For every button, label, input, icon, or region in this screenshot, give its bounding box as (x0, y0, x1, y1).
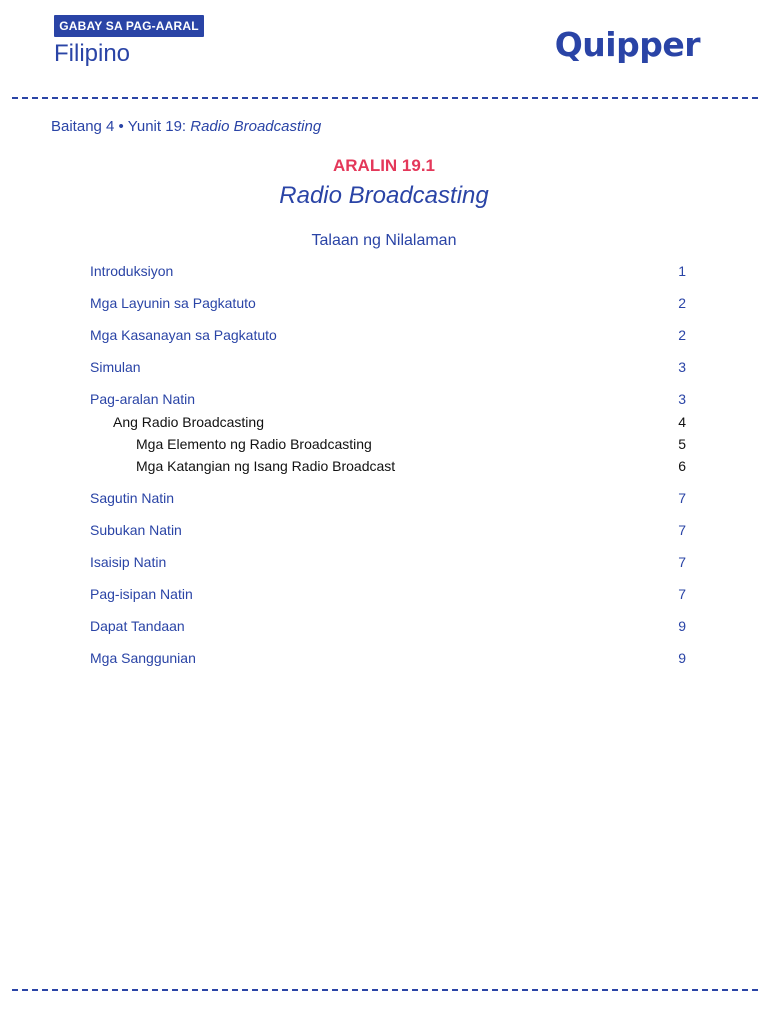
toc-item-label: Ang Radio Broadcasting (113, 414, 264, 430)
toc-item-label: Mga Katangian ng Isang Radio Broadcast (136, 458, 396, 474)
toc-item-mga-katangian[interactable] (90, 457, 686, 475)
toc-item-page: 9 (678, 650, 686, 666)
toc-item-introduksiyon[interactable] (90, 262, 686, 280)
toc-item-mga-sanggunian[interactable] (90, 649, 686, 667)
toc-item-page: 7 (678, 586, 686, 602)
toc-item-page: 1 (678, 263, 686, 279)
toc-item-page: 7 (678, 522, 686, 538)
toc-item-label: Dapat Tandaan (90, 618, 185, 634)
toc-item-page: 9 (678, 618, 686, 634)
lesson-title: Radio Broadcasting (279, 182, 489, 209)
toc-item-page: 7 (678, 554, 686, 570)
breadcrumb (51, 118, 321, 135)
toc-item-isaisip-natin[interactable] (90, 553, 686, 571)
breadcrumb-prefix: Baitang 4 • Yunit 19: (51, 118, 191, 135)
toc-item-simulan[interactable] (90, 358, 686, 376)
toc-item-mga-elemento[interactable] (90, 435, 686, 453)
footer-divider (12, 989, 758, 991)
toc-item-page: 2 (678, 327, 686, 343)
toc-item-label: Subukan Natin (90, 522, 182, 538)
toc-item-ang-radio-broadcasting[interactable] (90, 413, 686, 431)
toc-item-label: Isaisip Natin (90, 554, 167, 570)
subject-title: Filipino (54, 40, 131, 67)
breadcrumb-unit-title: Radio Broadcasting (190, 118, 322, 135)
lesson-code: ARALIN 19.1 (332, 156, 436, 175)
toc-item-sagutin-natin[interactable] (90, 489, 686, 507)
quipper-logo: Quipper (554, 25, 700, 64)
toc-item-page: 7 (678, 490, 686, 506)
toc-item-label: Simulan (90, 359, 141, 375)
toc-item-label: Introduksiyon (90, 263, 174, 279)
toc-item-page: 2 (678, 295, 686, 311)
toc-item-page: 4 (678, 414, 686, 430)
toc-item-page: 3 (678, 359, 686, 375)
toc-item-mga-kasanayan[interactable] (90, 326, 686, 344)
toc-item-page: 3 (678, 391, 686, 407)
header-divider (12, 97, 758, 99)
toc-item-subukan-natin[interactable] (90, 521, 686, 539)
toc-item-pag-isipan-natin[interactable] (90, 585, 686, 603)
toc-item-label: Pag-isipan Natin (90, 586, 193, 602)
toc-item-label: Mga Kasanayan sa Pagkatuto (90, 327, 277, 343)
document-type-badge: GABAY SA PAG-AARAL (54, 15, 204, 37)
toc-item-dapat-tandaan[interactable] (90, 617, 686, 635)
toc-item-mga-layunin[interactable] (90, 294, 686, 312)
toc-heading: Talaan ng Nilalaman (311, 232, 457, 249)
toc-item-label: Mga Layunin sa Pagkatuto (90, 295, 256, 311)
toc-item-label: Sagutin Natin (90, 490, 175, 506)
toc-item-label: Mga Sanggunian (90, 650, 196, 666)
toc-item-page: 5 (678, 436, 686, 452)
toc-item-pag-aralan-natin[interactable] (90, 390, 686, 408)
toc-item-label: Pag-aralan Natin (90, 391, 196, 407)
toc-item-label: Mga Elemento ng Radio Broadcasting (136, 436, 372, 452)
toc-item-page: 6 (678, 458, 686, 474)
